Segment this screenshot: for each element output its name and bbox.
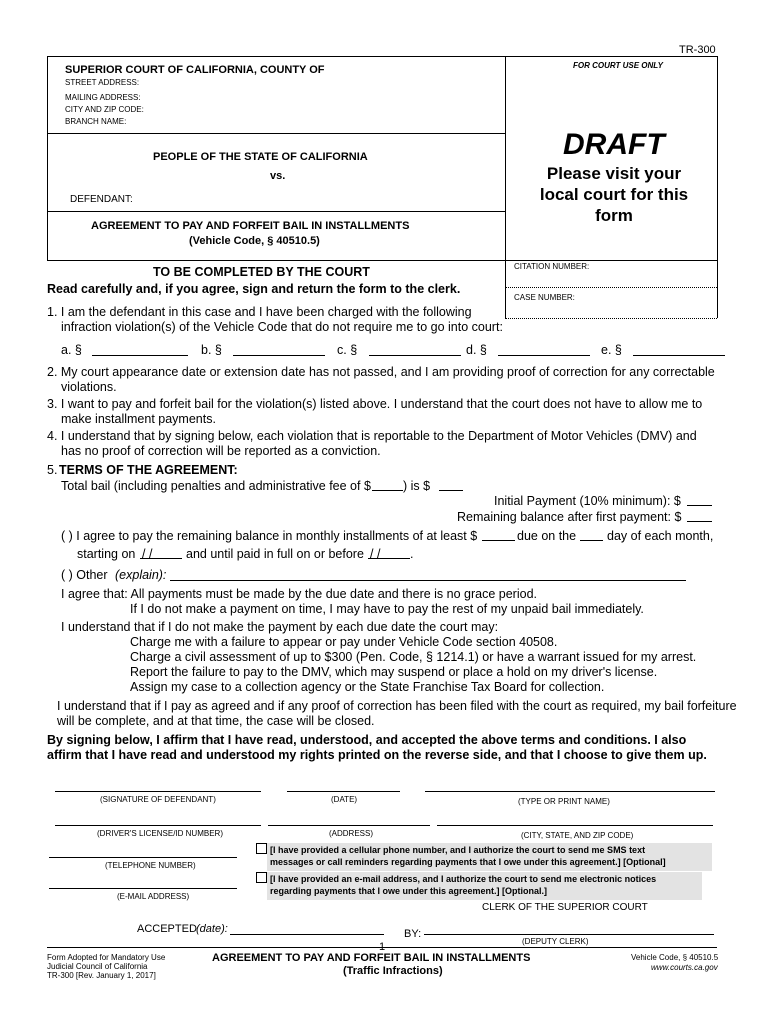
initial-payment-field[interactable] [687,505,712,506]
footer-subtitle: (Traffic Infractions) [343,965,443,977]
email-consent-line1: [I have provided an e-mail address, and I authorize the court to send me electronic notices [270,874,657,884]
admin-fee-field[interactable] [372,490,403,491]
section-a-field[interactable] [92,355,188,356]
by-label: BY: [404,928,422,940]
citation-number-label: CITATION NUMBER: [514,262,590,271]
section-b-label: b. § [201,343,222,357]
total-bail-label: Total bail (including penalties and administrative fee of $ [61,479,371,493]
page-number: 1 [379,941,386,953]
affirm-line2: affirm that I have read and understood my rights printed on the reverse side, and that I choose to give them up. [47,748,707,762]
defendant-label: DEFENDANT: [70,194,133,205]
item-3-line1: 3. I want to pay and forfeit bail for the violation(s) listed above. I understand that the court does not have to allow me to [47,397,703,411]
street-address-label: STREET ADDRESS: [65,78,140,87]
each-month-label: day of each month, [607,529,714,543]
court-complete-heading: TO BE COMPLETED BY THE COURT [153,265,370,279]
mailing-address-label: MAILING ADDRESS: [65,93,141,102]
end-date-field[interactable]: / / [370,547,381,561]
instructions-heading: Read carefully and, if you agree, sign and return the form to the clerk. [47,282,461,296]
sms-consent-line2: messages or call reminders regarding payments that I owe under this agreement.] [Optional] [270,857,666,867]
form-id: TR-300 [679,44,716,56]
signature-label: (SIGNATURE OF DEFENDANT) [100,795,216,804]
clerk-label: CLERK OF THE SUPERIOR COURT [482,902,648,913]
total-bail-field[interactable] [439,490,463,491]
section-e-field[interactable] [633,355,725,356]
city-state-zip-field[interactable] [437,825,713,826]
section-d-field[interactable] [498,355,590,356]
deputy-clerk-field[interactable] [424,934,714,935]
consequence-1: Charge me with a failure to appear or pay under Vehicle Code section 40508. [130,635,558,649]
initial-payment-label: Initial Payment (10% minimum): $ [494,494,681,508]
explain-label: (explain): [115,568,167,582]
email-label: (E-MAIL ADDRESS) [117,892,190,901]
section-c-label: c. § [337,343,358,357]
section-a-label: a. § [61,343,82,357]
license-field[interactable] [55,825,261,826]
remaining-balance-label: Remaining balance after first payment: $ [457,510,682,524]
city-zip-label: CITY AND ZIP CODE: [65,105,144,114]
footer-vehicle-code: Vehicle Code, § 40510.5 [631,953,719,962]
item-5-heading: TERMS OF THE AGREEMENT: [59,463,238,477]
footer-council: Judicial Council of California [47,962,148,971]
starting-on-label: starting on [77,547,136,561]
form-subtitle: (Vehicle Code, § 40510.5) [189,235,320,247]
email-consent-checkbox[interactable] [256,872,267,883]
telephone-label: (TELEPHONE NUMBER) [105,861,196,870]
item-4-line2: has no proof of correction will be reported as a conviction. [61,444,381,458]
affirm-line1: By signing below, I affirm that I have read, understood, and accepted the above terms and conditions. I also [47,733,687,747]
vs-label: vs. [270,170,286,182]
section-e-label: e. § [601,343,622,357]
accepted-date-field[interactable] [230,934,384,935]
date-field[interactable] [287,791,400,792]
court-use-label: FOR COURT USE ONLY [573,61,663,70]
email-consent-line2: regarding payments that I owe under this agreement.] [Optional.] [270,886,548,896]
item-3-line2: make installment payments. [61,412,216,426]
other-explain-field[interactable] [170,580,686,581]
item-1-line2: infraction violation(s) of the Vehicle Code that do not require me to go into court: [61,320,503,334]
footer-adopted: Form Adopted for Mandatory Use [47,953,166,962]
telephone-field[interactable] [49,857,237,858]
footer-title: AGREEMENT TO PAY AND FORFEIT BAIL IN INSTALLMENTS [212,952,531,964]
item-2-line1: 2. My court appearance date or extension date has not passed, and I am providing proof of correction for any correctable [47,365,715,379]
other-option[interactable]: ( ) Other [61,568,108,582]
remaining-balance-field[interactable] [687,521,712,522]
item-2-line2: violations. [61,380,117,394]
until-paid-label: and until paid in full on or before [186,547,364,561]
license-label: (DRIVER'S LICENSE/ID NUMBER) [97,829,223,838]
date-label: (DATE) [331,795,358,804]
people-label: PEOPLE OF THE STATE OF CALIFORNIA [153,151,368,163]
agree-line2: If I do not make a payment on time, I may have to pay the rest of my unpaid bail immediately. [130,602,644,616]
start-date-field[interactable]: / / [142,547,153,561]
sms-consent-line1: [I have provided a cellular phone number, and I authorize the court to send me SMS text [270,845,646,855]
footer-revision: TR-300 [Rev. January 1, 2017] [47,971,156,980]
city-state-zip-label: (CITY, STATE, AND ZIP CODE) [521,831,634,840]
consequence-4: Assign my case to a collection agency or the State Franchise Tax Board for collection. [130,680,605,694]
case-number-label: CASE NUMBER: [514,293,575,302]
completion-line1: I understand that if I pay as agreed and if any proof of correction has been filed with the court as required, my bail forfeiture [57,699,737,713]
agree-line1: I agree that: All payments must be made by the due date and there is no grace period. [61,587,537,601]
email-field[interactable] [49,888,237,889]
sms-consent-checkbox[interactable] [256,843,267,854]
item-5-number: 5. [47,463,58,477]
section-b-field[interactable] [233,355,325,356]
deputy-clerk-label: (DEPUTY CLERK) [522,937,589,946]
end-period: . [410,547,414,561]
print-name-label: (TYPE OR PRINT NAME) [518,797,610,806]
monthly-amount-field[interactable] [482,540,515,541]
print-name-field[interactable] [425,791,715,792]
due-day-field[interactable] [580,540,603,541]
consequence-2: Charge a civil assessment of up to $300 (Pen. Code, § 1214.1) or have a warrant issued for my arrest. [130,650,697,664]
completion-line2: will be complete, and at that time, the case will be closed. [57,714,375,728]
court-title: SUPERIOR COURT OF CALIFORNIA, COUNTY OF [65,64,325,76]
draft-watermark: DRAFT [563,128,665,161]
section-c-field[interactable] [369,355,461,356]
footer-url[interactable]: www.courts.ca.gov [651,963,718,972]
section-d-label: d. § [466,343,487,357]
total-bail-label-2: ) is $ [403,479,431,493]
accepted-date-label: (date): [196,923,228,935]
item-4-line1: 4. I understand that by signing below, each violation that is reportable to the Department of Motor Vehicles (DMV) and [47,429,697,443]
due-on-label: due on the [517,529,577,543]
court-may-label: I understand that if I do not make the payment by each due date the court may: [61,620,499,634]
address-field[interactable] [268,825,430,826]
monthly-option[interactable]: ( ) I agree to pay the remaining balance in monthly installments of at least $ [61,529,478,543]
consequence-3: Report the failure to pay to the DMV, which may suspend or place a hold on my driver's license. [130,665,658,679]
form-title: AGREEMENT TO PAY AND FORFEIT BAIL IN INSTALLMENTS [91,220,410,232]
accepted-label: ACCEPTED [137,923,197,935]
branch-name-label: BRANCH NAME: [65,117,127,126]
visit-court-notice: Please visit your local court for this form [539,164,689,225]
item-1-line1: 1. I am the defendant in this case and I have been charged with the following [47,305,472,319]
address-label: (ADDRESS) [329,829,374,838]
defendant-signature-field[interactable] [55,791,261,792]
